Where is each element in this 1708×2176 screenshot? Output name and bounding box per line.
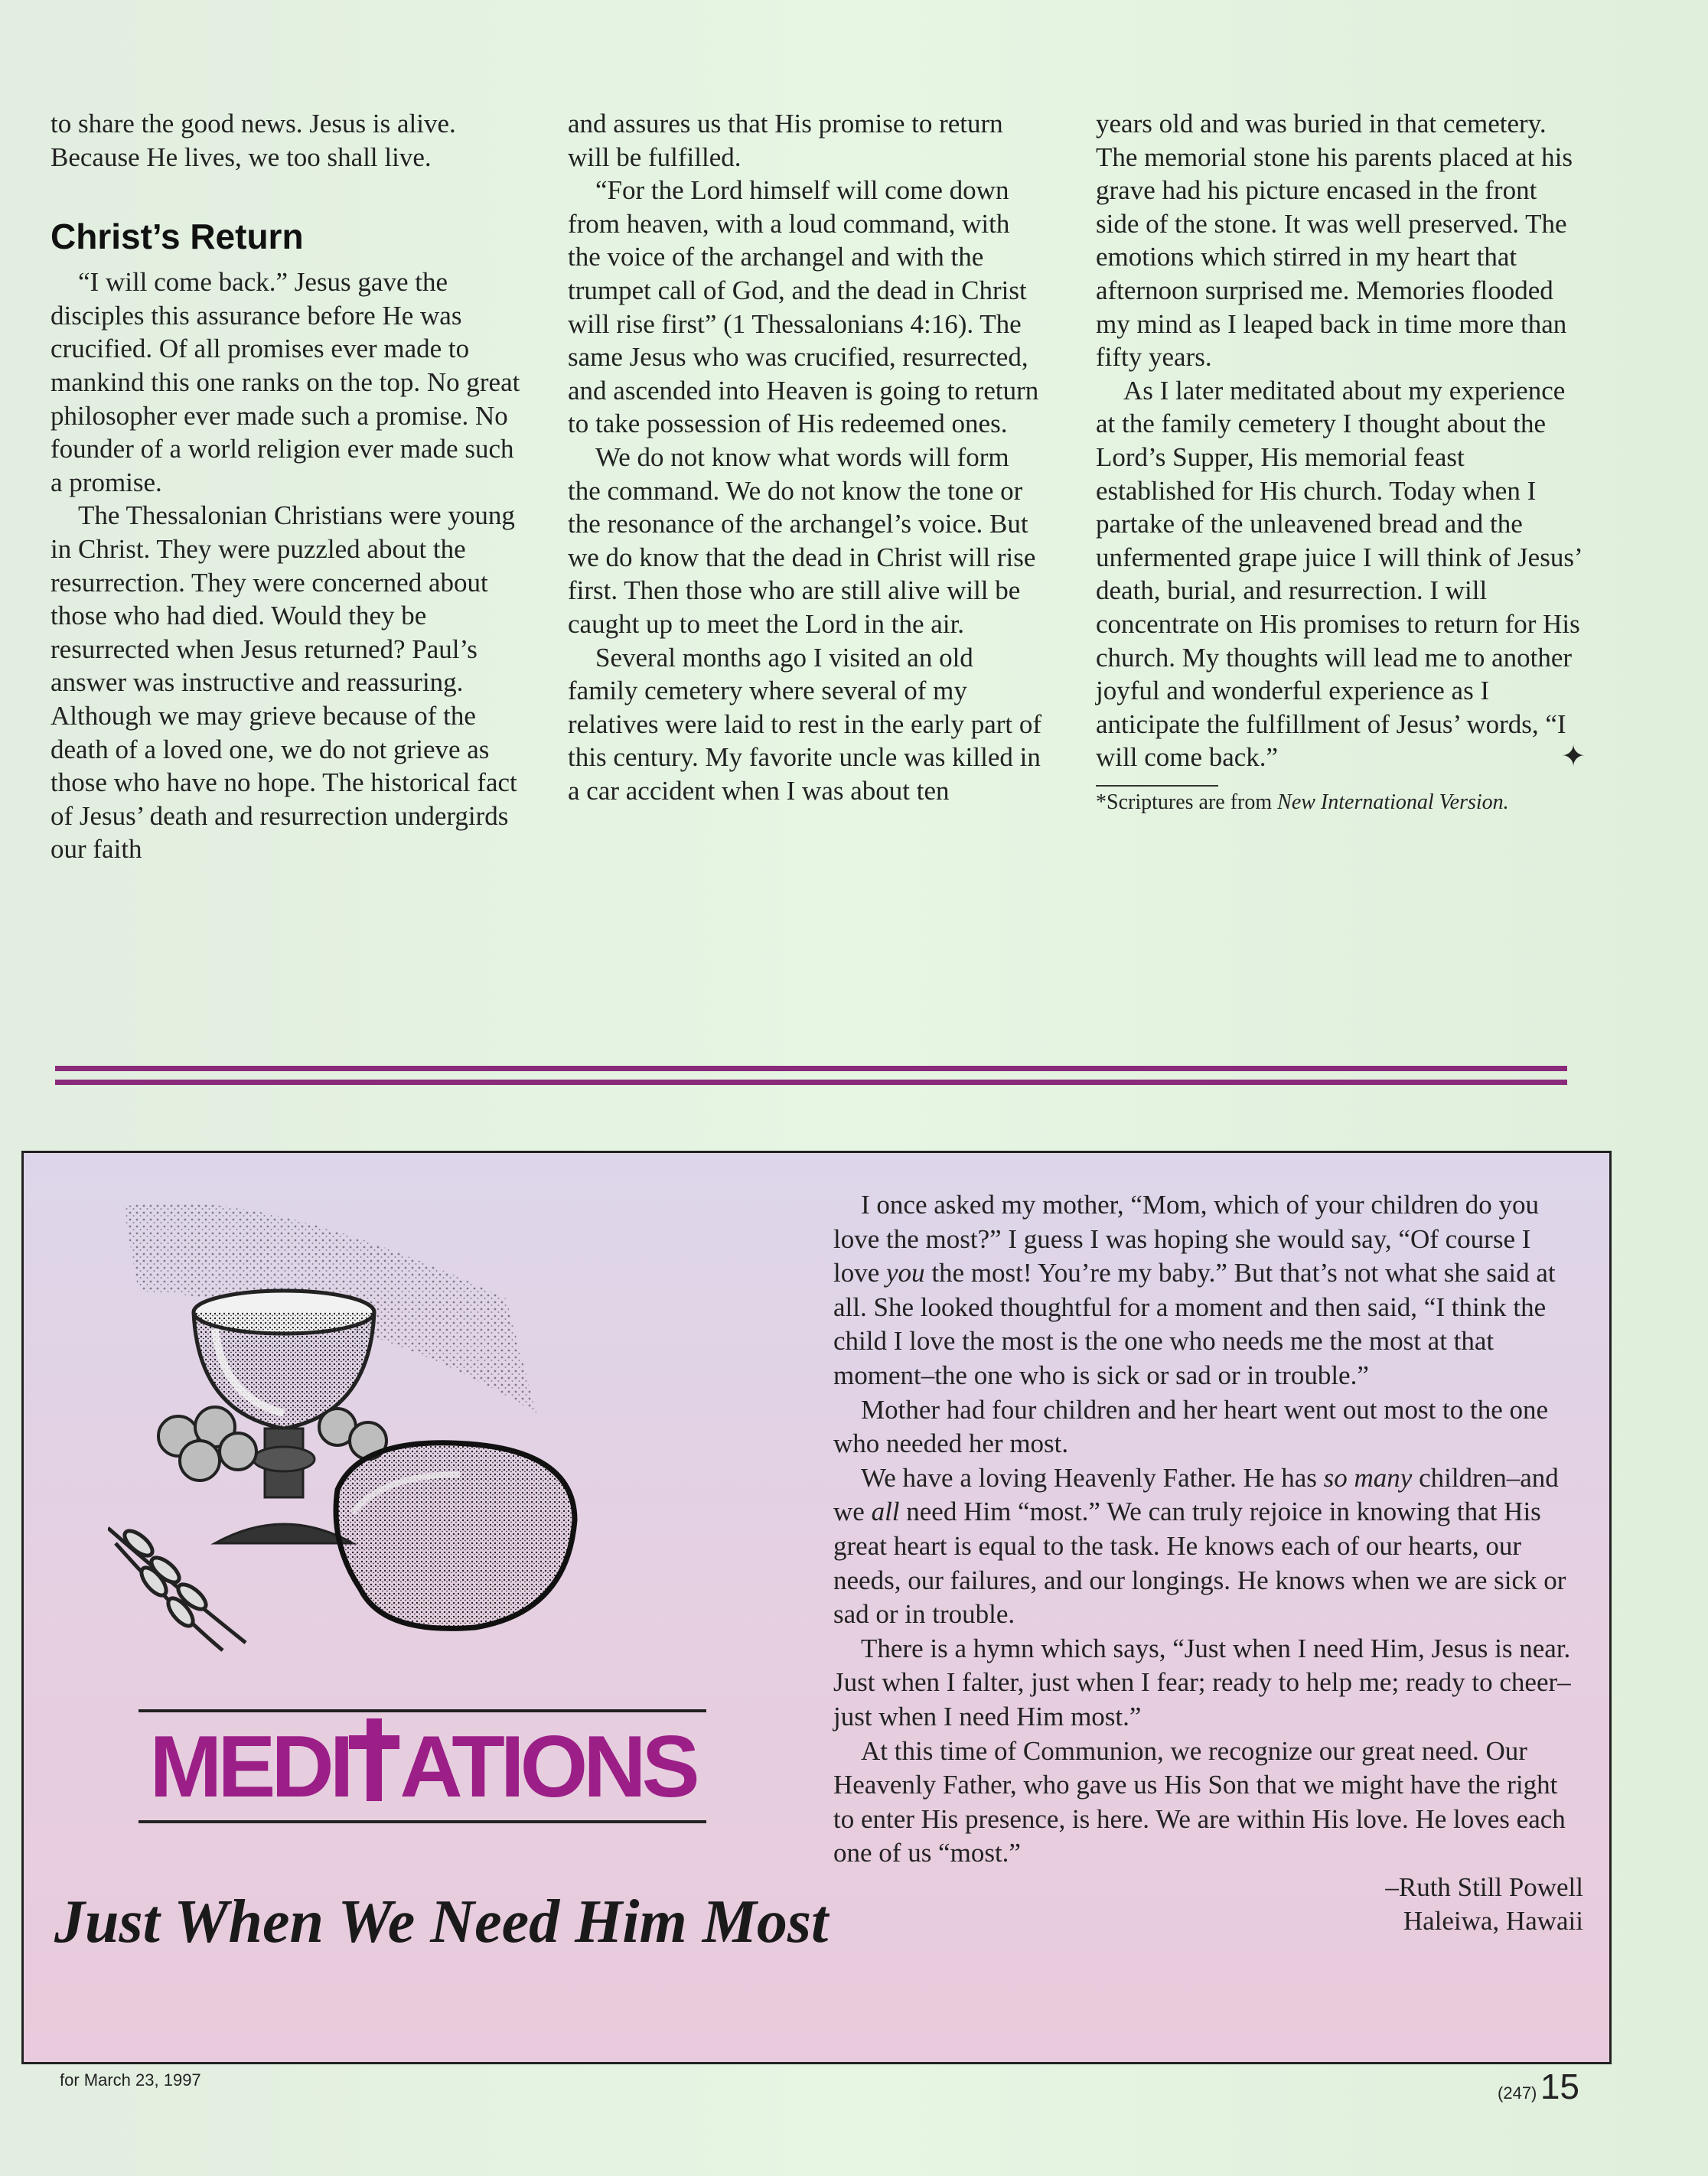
paragraph: Mother had four children and her heart went out most to the one who needed her most. xyxy=(833,1394,1549,1459)
meditation-text xyxy=(833,1188,1583,1939)
title-rule-top xyxy=(139,1709,706,1712)
author-location: Haleiwa, Hawaii xyxy=(1403,1906,1583,1937)
text: We have a loving Heavenly Father. He has xyxy=(861,1462,1324,1493)
emphasis: so many xyxy=(1323,1462,1413,1493)
closing-paragraph-box xyxy=(1096,374,1586,774)
paragraph: “I will come back.” Jesus gave the disciples this assurance before He was crucified. Of all promises ever made to mankind this one ranks on the top. No great philosopher ever made such a promise. No founder of a world religion ever made such a promise. xyxy=(51,267,520,497)
issue-date: for March 23, 1997 xyxy=(60,2070,201,2090)
article-column-2 xyxy=(568,107,1042,807)
divider-line-bottom xyxy=(55,1080,1567,1085)
paragraph: and assures us that His promise to return will be fulfilled. xyxy=(568,109,1003,172)
cross-icon xyxy=(349,1718,399,1801)
title-part-1: MEDI xyxy=(149,1718,350,1816)
page-number: 15 xyxy=(1540,2067,1579,2106)
footnote-version: New International Version. xyxy=(1277,790,1509,814)
paragraph: At this time of Communion, we recognize our great need. Our Heavenly Father, who gave us His Son that we might have the right to enter His presence, is here. We are within His love. He loves each one of us “most.” xyxy=(833,1735,1566,1868)
paragraph: As I later meditated about my experience at the family cemetery I thought about the Lord’s Supper, His memorial feast established for His church. Today when I partake of the unleavened bread and the unfermented grape juice I will think of Jesus’ death, burial, and resurrection. I will concentrate on His promises to return for His church. My thoughts will lead me to another joyful and wonderful experience as I anticipate the fulfillment of Jesus’ words, “I will come back.” xyxy=(1096,375,1582,773)
paragraph: to share the good news. Jesus is alive. Because He lives, we too shall live. xyxy=(51,109,456,172)
text: need Him “most.” We can truly rejoice in knowing that His great heart is equal to the task. He knows each of our hearts, our needs, our failures, and our longings. He knows when we are sick or sad or in trouble. xyxy=(833,1497,1566,1630)
title-part-2: ATIONS xyxy=(399,1718,696,1816)
divider-line-top xyxy=(55,1066,1567,1071)
footnote-rule xyxy=(1096,785,1218,787)
emphasis: you xyxy=(886,1258,925,1288)
paragraph: The Thessalonian Christians were young in Christ. They were puzzled about the resurrection. They were concerned about those who had died. Would they be resurrected when Jesus returned? Paul’s answer was instructive and reassuring. Although we may grieve because of the death of a loved one, we do not grieve as those who have no hope. The historical fact of Jesus’ death and resurrection undergirds our faith xyxy=(51,500,517,865)
author-name: –Ruth Still Powell xyxy=(1385,1871,1583,1902)
paragraph: There is a hymn which says, “Just when I need Him, Jesus is near. Just when I falter, just when I fear; ready to help me; ready to cheer–just when I need Him most.” xyxy=(833,1633,1571,1731)
title-rule-bottom xyxy=(139,1820,706,1823)
footnote xyxy=(1096,790,1586,816)
meditations-box xyxy=(21,1151,1612,2064)
article-column-3 xyxy=(1096,107,1586,816)
article-column-1 xyxy=(51,107,525,866)
communion-illustration xyxy=(108,1184,644,1658)
text: children–and we xyxy=(833,1462,1559,1527)
end-of-article-icon: ✦ xyxy=(1561,741,1586,774)
paragraph: years old and was buried in that cemetery. The memorial stone his parents placed at his grave had his picture encased in the front side of the stone. It was well preserved. The emotions which stirred in my heart that afternoon surprised me. Memories flooded my mind as I leaped back in time more than fifty years. xyxy=(1096,109,1573,373)
page-number-block xyxy=(1498,2066,1579,2107)
paragraph: We do not know what words will form the command. We do not know the tone or the resonance of the archangel’s voice. But we do know that the dead in Christ will rise first. Then those who are still alive will be caught up to meet the Lord in the air. xyxy=(568,441,1036,639)
paragraph: “For the Lord himself will come down from heaven, with a loud command, with the voice of the archangel and with the trumpet call of God, and the dead in Christ will rise first” (1 Thessalonians 4:16). The same Jesus who was crucified, resurrected, and ascended into Heaven is going to return to take possession of His redeemed ones. xyxy=(568,175,1039,439)
paragraph xyxy=(833,1461,1583,1632)
meditation-subtitle: Just When We Need Him Most xyxy=(54,1888,829,1956)
section-heading: Christ’s Return xyxy=(51,217,304,257)
meditations-title xyxy=(139,1718,706,1817)
text: the most! You’re my baby.” But that’s not what she said at all. She looked thoughtful for a moment and then said, “I think the child I love the most is the one who needs me the most at that moment–the one who is sick or sad or in trouble.” xyxy=(833,1258,1556,1390)
emphasis: all xyxy=(871,1497,900,1527)
paragraph: Several months ago I visited an old family cemetery where several of my relatives were laid to rest in the early part of this century. My favorite uncle was killed in a car accident when I was about ten xyxy=(568,642,1042,806)
issue-page-number: (247) xyxy=(1498,2083,1537,2103)
footnote-text: *Scriptures are from xyxy=(1096,790,1278,814)
paragraph xyxy=(833,1188,1583,1393)
text: I once asked my mother, “Mom, which of your children do you love the most?” I guess I was hoping she would say, “Of course I love xyxy=(833,1190,1540,1288)
